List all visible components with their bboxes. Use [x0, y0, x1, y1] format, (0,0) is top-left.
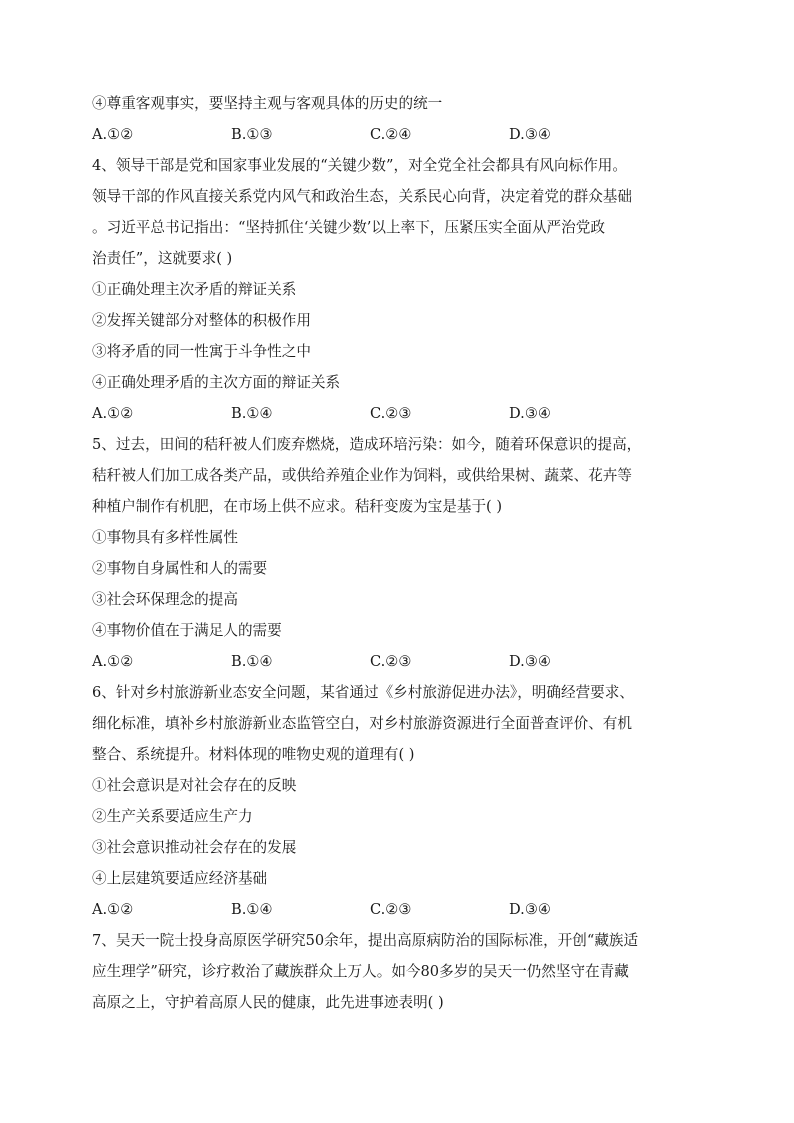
q3-option-c[interactable]: C.②④ [370, 126, 412, 143]
q5-stem-line: 5、过去，田间的秸秆被人们废弃燃烧，造成环培污染：如今，随着环保意识的提高， [92, 436, 642, 453]
q6-item-2: ②生产关系要适应生产力 [92, 808, 253, 825]
q6-stem-line: 细化标准，填补乡村旅游新业态监管空白，对乡村旅游资源进行全面普查评价、有机 [92, 715, 632, 732]
q5-item-3: ③社会环保理念的提高 [92, 591, 238, 608]
q3-option-d[interactable]: D.③④ [509, 126, 551, 143]
q7-stem-line: 应生理学”研究，诊疗救治了藏族群众上万人。如今80多岁的吴天一仍然坚守在青藏 [92, 963, 629, 980]
q4-option-a[interactable]: A.①② [92, 405, 134, 422]
q4-option-b[interactable]: B.①④ [231, 405, 273, 422]
q4-options [92, 398, 704, 429]
q5-stem-line: 秸秆被人们加工成各类产品，或供给养殖企业作为饲料，或供给果树、蔬菜、花卉等 [92, 467, 632, 484]
q4-stem-line: 4、领导干部是党和国家事业发展的“关键少数”，对全党全社会都具有风向标作用。 [92, 157, 627, 174]
q4-item-2: ②发挥关键部分对整体的积极作用 [92, 312, 311, 329]
q5-stem-line: 种植户制作有机肥，在市场上供不应求。秸秆变废为宝是基于( ) [92, 498, 503, 515]
q6-stem-line: 6、针对乡村旅游新业态安全问题，某省通过《乡村旅游促进办法》，明确经营要求、 [92, 684, 634, 701]
q4-option-d[interactable]: D.③④ [509, 405, 551, 422]
q6-option-d[interactable]: D.③④ [509, 901, 551, 918]
q4-stem-line: 领导干部的作风直接关系党内风气和政治生态，关系民心向背，决定着党的群众基础 [92, 188, 632, 205]
question-4 [92, 150, 704, 429]
q7-stem-line: 高原之上，守护着高原人民的健康，此先进事迹表明( ) [92, 994, 444, 1011]
q5-option-a[interactable]: A.①② [92, 653, 134, 670]
q5-option-c[interactable]: C.②③ [370, 653, 412, 670]
question-5 [92, 429, 704, 677]
q6-options [92, 894, 704, 925]
q4-item-4: ④正确处理矛盾的主次方面的辩证关系 [92, 374, 341, 391]
q6-item-1: ①社会意识是对社会存在的反映 [92, 777, 297, 794]
q6-option-c[interactable]: C.②③ [370, 901, 412, 918]
q6-item-3: ③社会意识推动社会存在的发展 [92, 839, 297, 856]
q6-option-b[interactable]: B.①④ [231, 901, 273, 918]
q3-options [92, 119, 704, 150]
q5-item-2: ②事物自身属性和人的需要 [92, 560, 268, 577]
q3-option-a[interactable]: A.①② [92, 126, 134, 143]
question-7 [92, 925, 704, 1018]
q6-option-a[interactable]: A.①② [92, 901, 134, 918]
q4-stem-line: 治责任”，这就要求( ) [92, 250, 233, 267]
q6-stem-line: 整合、系统提升。材料体现的唯物史观的道理有( ) [92, 746, 415, 763]
q3-option-b[interactable]: B.①③ [231, 126, 273, 143]
q4-stem-line: 。习近平总书记指出：“坚持抓住‘关键少数’以上率下，压紧压实全面从严治党政 [92, 219, 605, 236]
q5-item-4: ④事物价值在于满足人的需要 [92, 622, 282, 639]
q5-option-b[interactable]: B.①④ [231, 653, 273, 670]
q3-item-4: ④尊重客观事实，要坚持主观与客观具体的历史的统一 [92, 95, 443, 112]
q4-option-c[interactable]: C.②③ [370, 405, 412, 422]
exam-page [92, 88, 704, 1018]
q5-options [92, 646, 704, 677]
question-6 [92, 677, 704, 925]
q5-item-1: ①事物具有多样性属性 [92, 529, 238, 546]
q6-item-4: ④上层建筑要适应经济基础 [92, 870, 268, 887]
q7-stem-line: 7、吴天一院士投身高原医学研究50余年，提出高原病防治的国际标准，开创“藏族适 [92, 932, 639, 949]
q4-item-1: ①正确处理主次矛盾的辩证关系 [92, 281, 297, 298]
q4-item-3: ③将矛盾的同一性寓于斗争性之中 [92, 343, 311, 360]
q5-option-d[interactable]: D.③④ [509, 653, 551, 670]
